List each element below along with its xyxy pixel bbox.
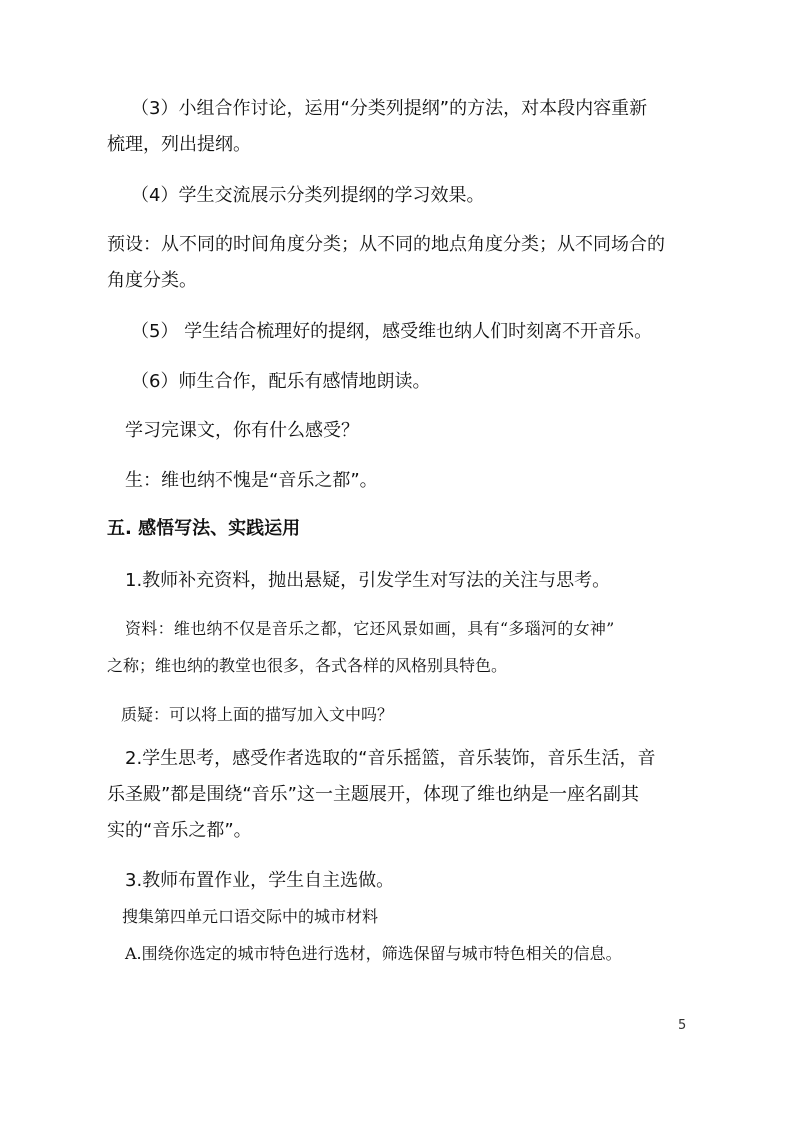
paragraph-line: 预设：从不同的时间角度分类；从不同的地点角度分类；从不同场合的 xyxy=(107,234,665,255)
paragraph-line: （3）小组合作讨论，运用“分类列提纲”的方法，对本段内容重新 xyxy=(131,98,648,119)
paragraph-line: 3.教师布置作业，学生自主选做。 xyxy=(125,870,395,891)
paragraph-line: 学习完课文，你有什么感受？ xyxy=(125,420,359,441)
paragraph-line: （4）学生交流展示分类列提纲的学习效果。 xyxy=(131,185,485,206)
paragraph-line: 角度分类。 xyxy=(107,270,197,291)
paragraph-line: 梳理，列出提纲。 xyxy=(107,134,251,155)
paragraph-line: 生：维也纳不愧是“音乐之都”。 xyxy=(125,470,378,491)
paragraph-line: 搜集第四单元口语交际中的城市材料 xyxy=(122,907,379,926)
paragraph-line: （5） 学生结合梳理好的提纲，感受维也纳人们时刻离不开音乐。 xyxy=(131,321,653,342)
paragraph-line: 质疑：可以将上面的描写加入文中吗？ xyxy=(121,705,394,724)
paragraph-line: 实的“音乐之都”。 xyxy=(107,820,252,841)
paragraph-line: A.围绕你选定的城市特色进行选材，筛选保留与城市特色相关的信息。 xyxy=(125,944,622,963)
section-heading: 五. 感悟写法、实践运用 xyxy=(107,518,301,539)
paragraph-line: （6）师生合作，配乐有感情地朗读。 xyxy=(131,371,431,392)
page-number: 5 xyxy=(678,1018,687,1033)
paragraph-line: 资料：维也纳不仅是音乐之都，它还风景如画，具有“多瑙河的女神” xyxy=(125,619,615,638)
paragraph-line: 乐圣殿”都是围绕“音乐”这一主题展开，体现了维也纳是一座名副其 xyxy=(107,784,639,805)
paragraph-line: 2.学生思考，感受作者选取的“音乐摇篮，音乐装饰，音乐生活，音 xyxy=(125,748,656,769)
paragraph-line: 1.教师补充资料，抛出悬疑，引发学生对写法的关注与思考。 xyxy=(125,570,611,591)
paragraph-line: 之称；维也纳的教堂也很多，各式各样的风格别具特色。 xyxy=(107,656,508,675)
